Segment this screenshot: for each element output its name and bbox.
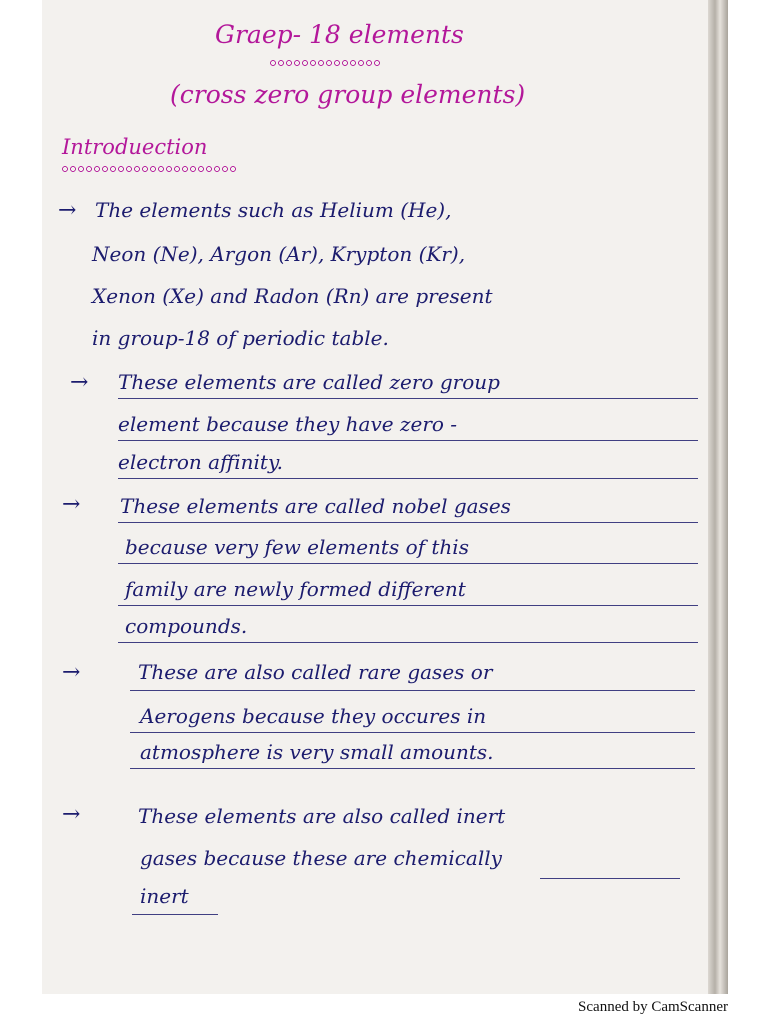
point-3-line-3: family are newly formed different xyxy=(125,577,466,601)
ruled-line xyxy=(540,878,680,879)
ruled-line xyxy=(132,914,218,915)
ruled-line xyxy=(118,522,698,523)
notebook-page-edge xyxy=(708,0,728,994)
ruled-line xyxy=(118,478,698,479)
title-underline xyxy=(270,60,380,66)
point-4-line-2: Aerogens because they occures in xyxy=(140,704,487,728)
point-4-line-3: atmosphere is very small amounts. xyxy=(140,740,494,764)
ruled-line xyxy=(130,690,695,691)
point-3-line-4: compounds. xyxy=(125,614,248,638)
bullet-arrow: → xyxy=(70,370,89,395)
bullet-arrow: → xyxy=(62,802,81,827)
ruled-line xyxy=(118,605,698,606)
point-1-line-2: Neon (Ne), Argon (Ar), Krypton (Kr), xyxy=(92,242,466,266)
point-2-line-2: element because they have zero - xyxy=(118,412,458,436)
page-title: Graep- 18 elements xyxy=(215,20,464,49)
ruled-line xyxy=(118,642,698,643)
ruled-line xyxy=(118,440,698,441)
point-3-line-1: These elements are called nobel gases xyxy=(120,494,511,518)
bullet-arrow: → xyxy=(62,660,81,685)
point-1-line-3: Xenon (Xe) and Radon (Rn) are present xyxy=(92,284,493,308)
ruled-line xyxy=(118,398,698,399)
point-1-line-1: The elements such as Helium (He), xyxy=(95,198,452,222)
bullet-arrow: → xyxy=(58,198,77,223)
point-2-line-3: electron affinity. xyxy=(118,450,283,474)
point-4-line-1: These are also called rare gases or xyxy=(138,660,493,684)
ruled-line xyxy=(130,768,695,769)
point-3-line-2: because very few elements of this xyxy=(125,535,469,559)
point-2-line-1: These elements are called zero group xyxy=(118,370,500,394)
section-heading: Introduection xyxy=(62,135,208,159)
bullet-arrow: → xyxy=(62,492,81,517)
point-5-line-1: These elements are also called inert xyxy=(138,804,506,828)
ruled-line xyxy=(118,563,698,564)
ruled-line xyxy=(130,732,695,733)
heading-underline xyxy=(62,166,237,172)
scanner-watermark: Scanned by CamScanner xyxy=(578,999,728,1015)
page-subtitle: (cross zero group elements) xyxy=(170,80,526,109)
point-5-line-3: inert xyxy=(140,884,189,908)
point-5-line-2: gases because these are chemically xyxy=(140,846,502,870)
point-1-line-4: in group-18 of periodic table. xyxy=(92,326,389,350)
